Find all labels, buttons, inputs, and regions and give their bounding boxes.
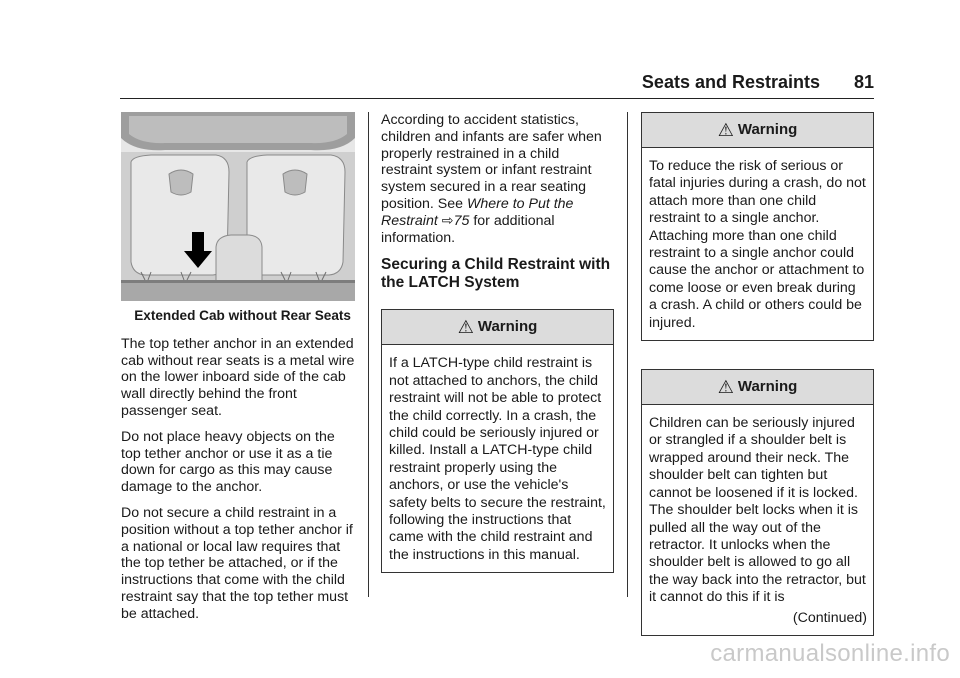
cab-wall-illustration bbox=[121, 112, 355, 301]
warning-body bbox=[382, 345, 613, 572]
paragraph: Do not place heavy objects on the top tether anchor or use it as a tie down for cargo as this may cause damage to the anchor. bbox=[121, 428, 335, 496]
warning-triangle-icon: ⚠ bbox=[717, 119, 734, 140]
intro-text-end: for additional information. bbox=[381, 212, 555, 246]
paragraph: Do not secure a child restraint in a position without a top tether anchor if a national or local law requires that the top tether be attached, or if the instructions that come with the child restraint say that the top tether must be attached. bbox=[121, 504, 353, 622]
warning-text: If a LATCH-type child restraint is not attached to anchors, the child restraint will not be able to protect the child correctly. In a crash, the child could be seriously injured or killed. Install a LATCH-type child restraint properly using the anchors, or use the vehicle's safety belts to secure the restraint, following the instructions that came with the child restraint and the instructions in this manual. bbox=[389, 355, 606, 563]
warning-triangle-icon: ⚠ bbox=[717, 376, 734, 397]
continued-label: (Continued) bbox=[792, 609, 867, 626]
warning-text: Children can be seriously injured or strangled if a shoulder belt is wrapped around their neck. The shoulder belt can tighten but cannot be loosened if it is locked. The shoulder belt locks when it is pulled all the way out of the retractor. It unlocks when the shoulder belt is allowed to go all the way back into the retractor, but it cannot do this if it is bbox=[649, 415, 866, 606]
warning-body bbox=[642, 405, 873, 635]
warning-body bbox=[642, 148, 873, 340]
column-divider bbox=[368, 112, 369, 597]
column-2 bbox=[381, 112, 614, 573]
intro-text: According to accident statistics, children and infants are safer when properly restrained in a child restraint system or infant restraint system secured in a rear seating position. See bbox=[381, 112, 602, 212]
page-number: 81 bbox=[853, 72, 874, 92]
warning-header bbox=[642, 370, 873, 405]
cross-reference-page[interactable]: 75 bbox=[453, 212, 470, 229]
warning-box bbox=[641, 112, 874, 341]
watermark: carmanualsonline.info bbox=[710, 640, 950, 667]
warning-box bbox=[641, 369, 874, 636]
section-heading: Securing a Child Restraint with the LATCH System bbox=[381, 256, 611, 292]
cross-reference-link[interactable]: Where to Put the Restraint bbox=[381, 195, 574, 229]
section-title: Seats and Restraints bbox=[641, 72, 820, 92]
warning-title: Warning bbox=[737, 120, 798, 138]
warning-header bbox=[642, 113, 873, 148]
warning-title: Warning bbox=[737, 377, 798, 395]
warning-box bbox=[381, 309, 614, 573]
intro-paragraph bbox=[381, 112, 614, 246]
column-3 bbox=[641, 112, 874, 636]
warning-title: Warning bbox=[477, 317, 538, 335]
warning-text: To reduce the risk of serious or fatal injuries during a crash, do not attach more than one child restraint to a single anchor. Attaching more than one child restraint to a single anchor could cause the anchor or attachment to come loose or even break during a crash. A child or others could be injured. bbox=[649, 158, 866, 331]
figure-caption: Extended Cab without Rear Seats bbox=[134, 308, 351, 323]
column-divider bbox=[627, 112, 628, 597]
column-1 bbox=[121, 112, 355, 632]
page-reference-icon: ⇨ bbox=[441, 212, 454, 229]
page-header bbox=[120, 70, 874, 99]
paragraph: The top tether anchor in an extended cab without rear seats is a metal wire on the lower inboard side of the cab wall directly behind the front passenger seat. bbox=[121, 335, 355, 419]
warning-triangle-icon: ⚠ bbox=[457, 316, 474, 337]
warning-header bbox=[382, 310, 613, 345]
